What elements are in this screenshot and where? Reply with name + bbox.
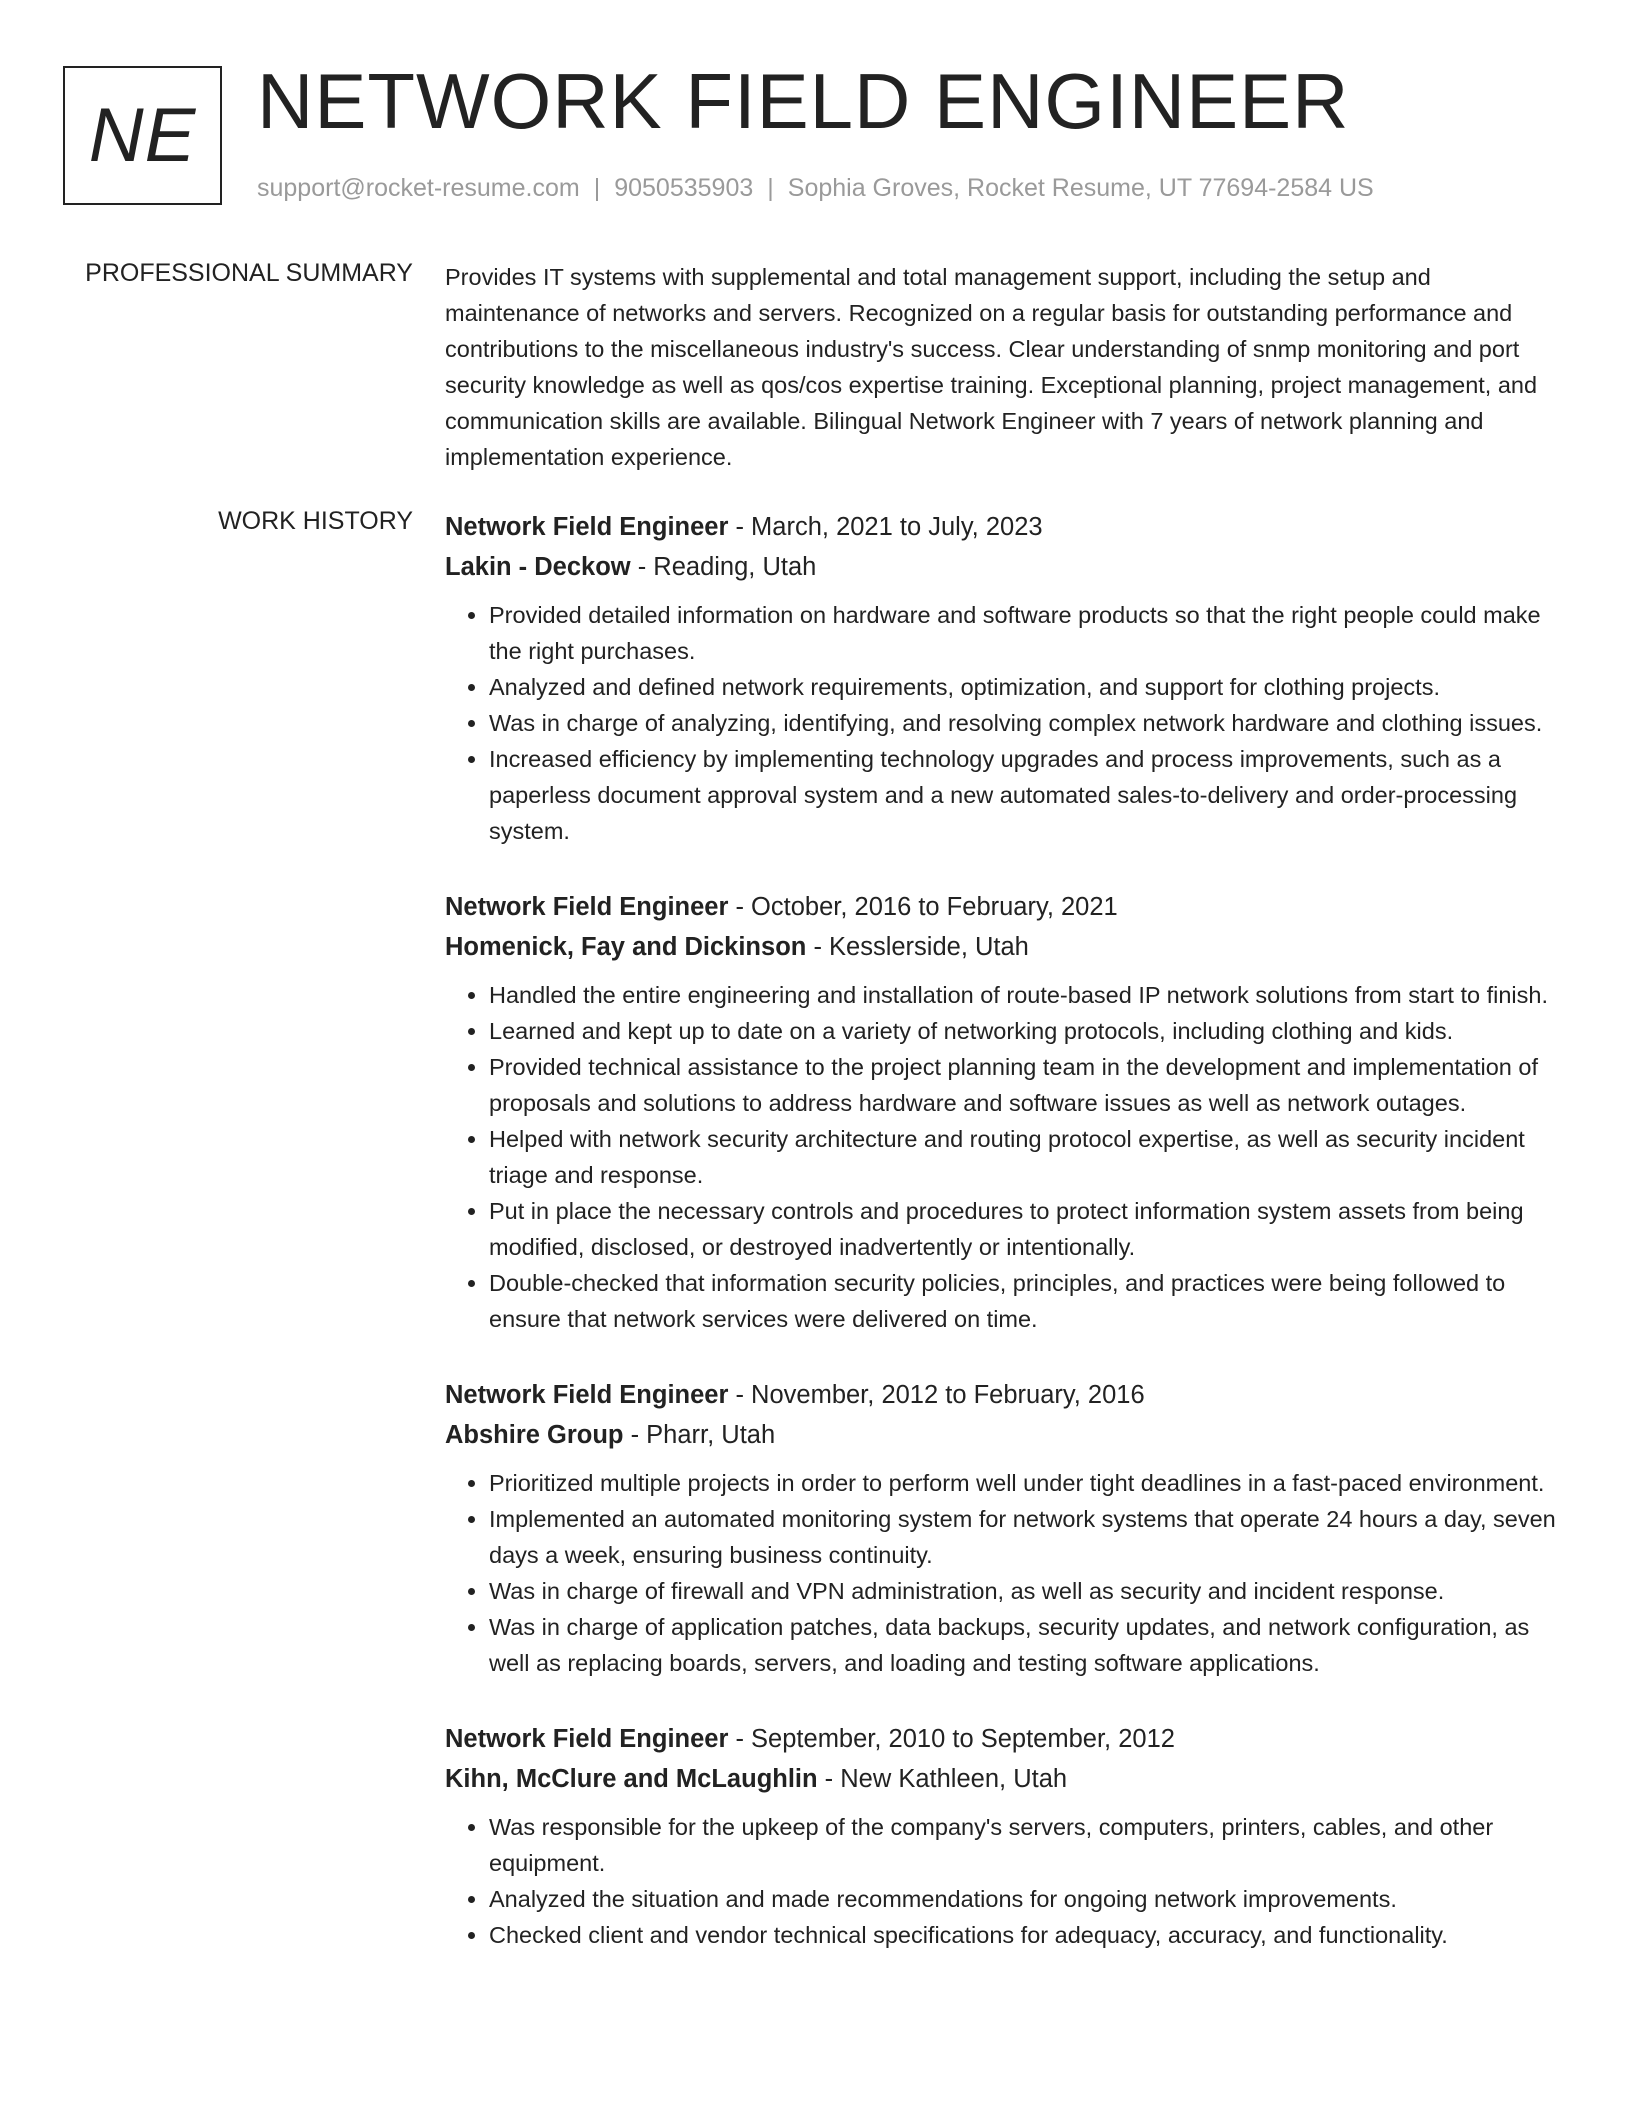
job-bullets bbox=[445, 977, 1565, 1337]
job-title: Network Field Engineer bbox=[445, 1725, 729, 1753]
job-company-line bbox=[445, 927, 1565, 967]
contact-line bbox=[257, 174, 1374, 203]
contact-separator: | bbox=[767, 174, 774, 202]
contact-separator: | bbox=[593, 174, 601, 202]
job-location: - Reading, Utah bbox=[630, 553, 817, 581]
job-company-line bbox=[445, 1415, 1565, 1455]
job-bullet: • Put in place the necessary controls and procedures to protect information system assets from being modified, disclosed, or destroyed inadvertently or intentionally. bbox=[489, 1193, 1565, 1265]
job-bullet: • Was in charge of firewall and VPN administration, as well as security and incident response. bbox=[489, 1573, 1565, 1609]
job-title-line bbox=[445, 1719, 1565, 1759]
job-bullet: • Analyzed and defined network requirements, optimization, and support for clothing projects. bbox=[489, 669, 1565, 705]
job-bullet: • Was responsible for the upkeep of the company's servers, computers, printers, cables, and other equipment. bbox=[489, 1809, 1565, 1881]
job-bullet: • Double-checked that information security policies, principles, and practices were being followed to ensure that network services were delivered on time. bbox=[489, 1265, 1565, 1337]
job-bullets bbox=[445, 1809, 1565, 1953]
job-bullets bbox=[445, 1465, 1565, 1681]
job-bullet: • Provided detailed information on hardware and software products so that the right people could make the right purchases. bbox=[489, 597, 1565, 669]
job-bullet: • Was in charge of analyzing, identifying, and resolving complex network hardware and clothing issues. bbox=[489, 705, 1565, 741]
job-bullet: • Was in charge of application patches, data backups, security updates, and network configuration, as well as replacing boards, servers, and loading and testing software applications. bbox=[489, 1609, 1565, 1681]
monogram-logo: NE bbox=[63, 66, 222, 205]
job-entry bbox=[445, 1719, 1565, 1953]
job-bullet: • Implemented an automated monitoring system for network systems that operate 24 hours a day, seven days a week, ensuring business continuity. bbox=[489, 1501, 1565, 1573]
job-title-line bbox=[445, 1375, 1565, 1415]
work-history bbox=[445, 507, 1565, 1991]
job-title: Network Field Engineer bbox=[445, 513, 729, 541]
summary-text: Provides IT systems with supplemental and total management support, including the setup and maintenance of networks and servers. Recognized on a regular basis for outstanding performance and contributions to the miscellaneous industry's success. Clear understanding of snmp monitoring and port security knowledge as well as qos/cos expertise training. Exceptional planning, project management, and communication skills are available. Bilingual Network Engineer with 7 years of network planning and implementation experience. bbox=[445, 264, 1538, 470]
job-bullet: • Helped with network security architecture and routing protocol expertise, as well as security incident triage and response. bbox=[489, 1121, 1565, 1193]
job-dates: - November, 2012 to February, 2016 bbox=[728, 1381, 1145, 1409]
job-title-line bbox=[445, 887, 1565, 927]
job-bullet: • Increased efficiency by implementing technology upgrades and process improvements, such as a paperless document approval system and a new automated sales-to-delivery and order-processing system. bbox=[489, 741, 1565, 849]
job-bullet: • Checked client and vendor technical specifications for adequacy, accuracy, and functionality. bbox=[489, 1917, 1565, 1953]
job-company-line bbox=[445, 547, 1565, 587]
job-company: Homenick, Fay and Dickinson bbox=[445, 933, 807, 961]
job-location: - New Kathleen, Utah bbox=[817, 1765, 1068, 1793]
job-dates: - March, 2021 to July, 2023 bbox=[728, 513, 1043, 541]
job-entry bbox=[445, 507, 1565, 849]
job-bullet: • Learned and kept up to date on a variety of networking protocols, including clothing and kids. bbox=[489, 1013, 1565, 1049]
job-location: - Kesslerside, Utah bbox=[806, 933, 1029, 961]
job-bullet: • Analyzed the situation and made recommendations for ongoing network improvements. bbox=[489, 1881, 1565, 1917]
job-location: - Pharr, Utah bbox=[623, 1421, 776, 1449]
job-company-line bbox=[445, 1759, 1565, 1799]
job-entry bbox=[445, 1375, 1565, 1681]
job-title: Network Field Engineer bbox=[445, 1381, 729, 1409]
job-bullet: • Handled the entire engineering and installation of route-based IP network solutions from start to finish. bbox=[489, 977, 1565, 1013]
job-bullet: • Prioritized multiple projects in order to perform well under tight deadlines in a fast-paced environment. bbox=[489, 1465, 1565, 1501]
work-section-label: WORK HISTORY bbox=[218, 507, 413, 535]
job-company: Abshire Group bbox=[445, 1421, 624, 1449]
summary-section-label: PROFESSIONAL SUMMARY bbox=[85, 259, 413, 287]
job-bullets bbox=[445, 597, 1565, 849]
job-title-line bbox=[445, 507, 1565, 547]
page-title: NETWORK FIELD ENGINEER bbox=[257, 57, 1350, 145]
job-bullet: • Provided technical assistance to the project planning team in the development and implementation of proposals and solutions to address hardware and software issues as well as network outages. bbox=[489, 1049, 1565, 1121]
job-title: Network Field Engineer bbox=[445, 893, 729, 921]
contact-email: support@rocket-resume.com bbox=[257, 174, 580, 202]
contact-phone: 9050535903 bbox=[614, 174, 754, 202]
job-dates: - September, 2010 to September, 2012 bbox=[728, 1725, 1175, 1753]
job-company: Lakin - Deckow bbox=[445, 553, 631, 581]
job-entry bbox=[445, 887, 1565, 1337]
job-company: Kihn, McClure and McLaughlin bbox=[445, 1765, 818, 1793]
contact-address: Sophia Groves, Rocket Resume, UT 77694-2584 US bbox=[787, 174, 1374, 202]
job-dates: - October, 2016 to February, 2021 bbox=[728, 893, 1118, 921]
